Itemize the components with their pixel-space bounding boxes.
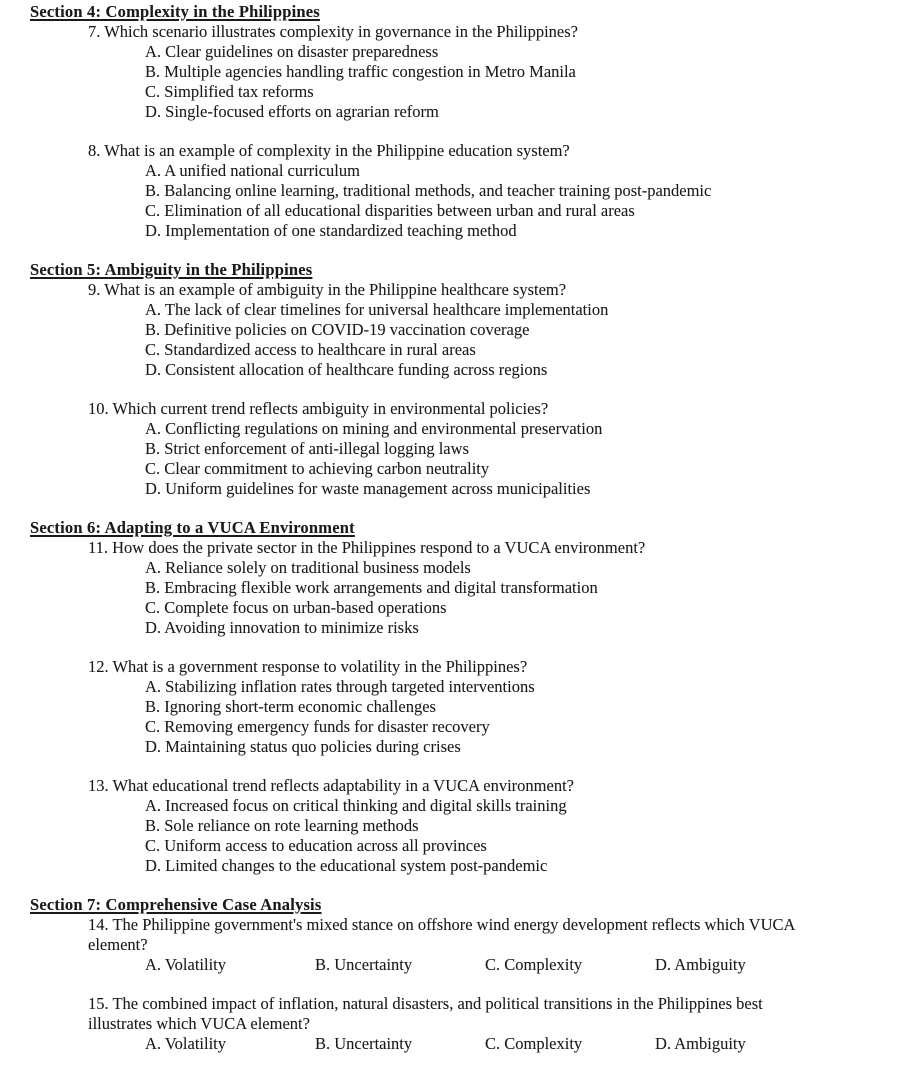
options-list — [0, 558, 903, 638]
question-block — [0, 538, 903, 638]
answer-option: C. Clear commitment to achieving carbon neutrality — [145, 459, 490, 478]
answer-option: B. Embracing flexible work arrangements and digital transformation — [145, 578, 598, 597]
options-list — [0, 419, 903, 499]
answer-option: B. Balancing online learning, traditional methods, and teacher training post-pandemic — [145, 181, 712, 200]
answer-option: A. Volatility — [145, 1034, 226, 1053]
answer-option: D. Consistent allocation of healthcare funding across regions — [145, 360, 548, 379]
question-block — [0, 280, 903, 380]
answer-option: A. Clear guidelines on disaster preparedness — [145, 42, 439, 61]
question-text: 9. What is an example of ambiguity in the Philippine healthcare system? — [88, 280, 567, 299]
answer-option: B. Ignoring short-term economic challenges — [145, 697, 436, 716]
answer-option: D. Ambiguity — [655, 1034, 746, 1053]
answer-option: D. Single-focused efforts on agrarian reform — [145, 102, 439, 121]
question-text: 15. The combined impact of inflation, natural disasters, and political transitions in the Philippines best — [88, 994, 763, 1013]
question-text: 7. Which scenario illustrates complexity in governance in the Philippines? — [88, 22, 578, 41]
answer-option: A. Increased focus on critical thinking and digital skills training — [145, 796, 567, 815]
question-text: 8. What is an example of complexity in the Philippine education system? — [88, 141, 570, 160]
question-text: 10. Which current trend reflects ambiguity in environmental policies? — [88, 399, 549, 418]
answer-option: C. Standardized access to healthcare in rural areas — [145, 340, 476, 359]
question-block — [0, 22, 903, 122]
answer-option: C. Elimination of all educational disparities between urban and rural areas — [145, 201, 635, 220]
options-list — [0, 796, 903, 876]
answer-option: A. Volatility — [145, 955, 226, 974]
answer-option: C. Uniform access to education across all provinces — [145, 836, 487, 855]
answer-option: C. Complexity — [485, 1034, 583, 1053]
section-heading: Section 5: Ambiguity in the Philippines — [30, 260, 313, 279]
question-block — [0, 776, 903, 876]
answer-option: A. Stabilizing inflation rates through targeted interventions — [145, 677, 535, 696]
answer-option: B. Uncertainty — [315, 955, 413, 974]
question-block — [0, 915, 903, 975]
question-text: 11. How does the private sector in the Philippines respond to a VUCA environment? — [88, 538, 646, 557]
question-text: illustrates which VUCA element? — [88, 1014, 310, 1033]
question-text: 14. The Philippine government's mixed stance on offshore wind energy development reflects which VUCA — [88, 915, 796, 934]
answer-option: C. Complete focus on urban-based operations — [145, 598, 447, 617]
answer-option: B. Uncertainty — [315, 1034, 413, 1053]
answer-option: D. Maintaining status quo policies during crises — [145, 737, 461, 756]
section-heading: Section 7: Comprehensive Case Analysis — [30, 895, 322, 914]
answer-option: D. Ambiguity — [655, 955, 746, 974]
answer-option: C. Removing emergency funds for disaster recovery — [145, 717, 490, 736]
section-heading: Section 4: Complexity in the Philippines — [30, 2, 320, 21]
answer-option: C. Complexity — [485, 955, 583, 974]
exam-section — [0, 518, 903, 876]
question-block — [0, 399, 903, 499]
answer-option: D. Limited changes to the educational system post-pandemic — [145, 856, 548, 875]
answer-option: B. Sole reliance on rote learning methods — [145, 816, 419, 835]
answer-option: B. Definitive policies on COVID-19 vaccination coverage — [145, 320, 530, 339]
answer-option: D. Avoiding innovation to minimize risks — [145, 618, 419, 637]
options-list — [145, 1034, 903, 1054]
answer-option: D. Uniform guidelines for waste management across municipalities — [145, 479, 591, 498]
answer-option: A. A unified national curriculum — [145, 161, 360, 180]
question-text: 12. What is a government response to volatility in the Philippines? — [88, 657, 528, 676]
exam-section — [0, 260, 903, 499]
answer-option: D. Implementation of one standardized teaching method — [145, 221, 517, 240]
answer-option: B. Strict enforcement of anti-illegal logging laws — [145, 439, 469, 458]
exam-section — [0, 2, 903, 241]
options-list — [0, 300, 903, 380]
answer-option: B. Multiple agencies handling traffic congestion in Metro Manila — [145, 62, 576, 81]
answer-option: C. Simplified tax reforms — [145, 82, 314, 101]
answer-option: A. Reliance solely on traditional business models — [145, 558, 471, 577]
answer-option: A. Conflicting regulations on mining and environmental preservation — [145, 419, 603, 438]
question-text: 13. What educational trend reflects adaptability in a VUCA environment? — [88, 776, 574, 795]
section-heading: Section 6: Adapting to a VUCA Environment — [30, 518, 355, 537]
options-list — [0, 677, 903, 757]
options-list — [0, 161, 903, 241]
answer-option: A. The lack of clear timelines for universal healthcare implementation — [145, 300, 609, 319]
question-block — [0, 657, 903, 757]
exam-section — [0, 895, 903, 1054]
options-list — [145, 955, 903, 975]
question-text: element? — [88, 935, 148, 954]
question-block — [0, 994, 903, 1054]
question-block — [0, 141, 903, 241]
options-list — [0, 42, 903, 122]
